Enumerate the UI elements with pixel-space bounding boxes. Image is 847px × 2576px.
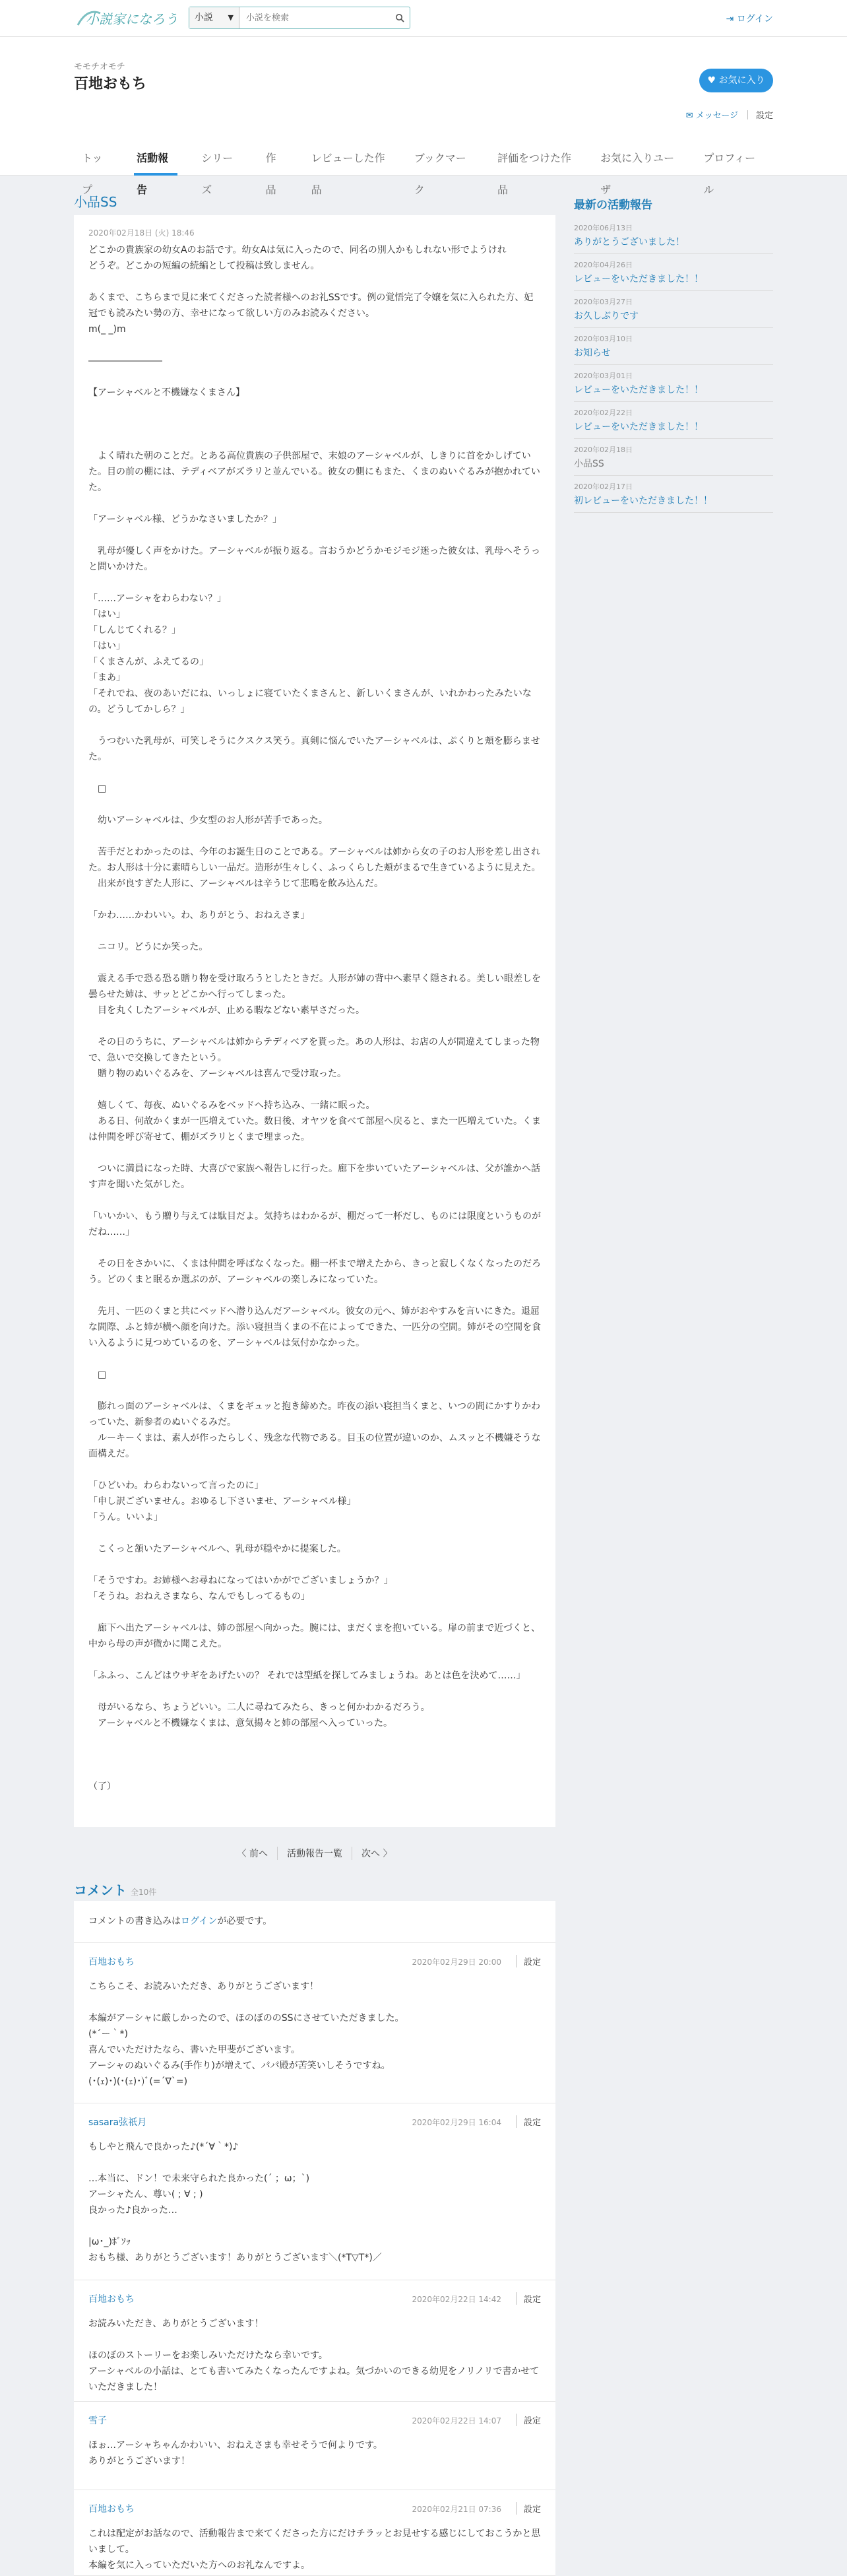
user-kana: モモチオモチ [74,62,125,72]
sidebar-report-link[interactable]: レビューをいただきました！！ [574,422,703,432]
comment-date: 2020年02月29日 20:00 [412,1958,501,1967]
message-link[interactable] [686,108,738,121]
tab-ratings[interactable]: 評価をつけた作品 [497,152,571,196]
comment-date: 2020年02月21日 07:36 [412,2505,501,2514]
login-notice-pre: コメントの書き込みは [88,1916,181,1927]
user-name: 百地おもち [74,76,147,92]
sidebar-report-link[interactable]: ありがとうございました！ [574,237,685,248]
heart-icon: ♥ [707,75,716,86]
tab-top[interactable]: トップ [82,152,103,196]
login-label: ログイン [736,14,773,24]
sidebar-report-date: 2020年03月01日 [574,372,633,380]
tab-favorite-users[interactable]: お気に入りユーザ [600,152,675,196]
login-link[interactable] [726,12,774,25]
comment-author[interactable]: sasara弦祇月 [88,2117,147,2128]
tab-activity[interactable]: 活動報告 [123,143,188,176]
report-title: 小品SS [74,194,117,210]
search-category-value: 小説 [195,13,213,23]
sidebar-report-date: 2020年04月26日 [574,261,633,269]
sidebar-report-item [574,476,773,513]
sidebar-report-item [574,254,773,291]
login-icon: ⇥ [726,14,734,24]
add-favorite-button[interactable] [699,69,773,92]
profile-tabs [74,143,773,196]
sidebar-report-date: 2020年02月17日 [574,482,633,491]
report-body-box [74,215,555,1827]
comment-body: これは配定がお話なので、活動報告まで来てくださった方にだけチラッとお見せする感じにしておこうかと思いまして。 本編を気に入っていただいた方へのお礼なんですよ。 [88,2528,541,2571]
site-logo[interactable] [74,5,177,30]
comment-login-link[interactable]: ログイン [181,1916,218,1927]
search-box [189,7,410,29]
sidebar-report-date: 2020年06月13日 [574,224,633,232]
add-favorite-label: お気に入り [718,75,765,86]
comment-item [74,2490,555,2576]
comment-date: 2020年02月29日 16:04 [412,2118,501,2127]
message-label: メッセージ [695,111,738,121]
comment-body: もしやと飛んで良かった♪(*´∀｀*)♪ …本当に、ドン！で未来守られた良かった(´ ；ω；`) アーシャたん、尊い( ; ∀ ; ) 良かった♪良かった… |ω･_)ﾎﾞｿｯ おもち様、ありがとうございます！ありがとうございます＼(*T▽T*)／ [88,2142,382,2263]
mail-icon: ✉ [685,111,693,121]
comment-settings-link[interactable]: 設定 [517,2502,541,2515]
search-button[interactable] [390,7,410,28]
comment-body: お読みいただき、ありがとうございます！ ほのぼのストーリーをお楽しみいただけたなら幸いです。 アーシャベルの小話は、とても書いてみたくなったんですよね。気づかいのできる幼児をノリノリで書かせていただきました！ [88,2319,540,2393]
comments-heading [74,1880,555,1901]
tab-works[interactable]: 作品 [265,152,276,196]
sidebar-report-link[interactable]: お久しぶりです [574,311,639,321]
sidebar-report-date: 2020年03月27日 [574,298,633,306]
sidebar-title: 最新の活動報告 [574,199,652,212]
next-link[interactable]: 次へ 〉 [361,1849,392,1859]
comment-date: 2020年02月22日 14:07 [412,2416,501,2426]
comment-login-notice [74,1901,555,1943]
comment-body: こちらこそ、お読みいただき、ありがとうございます！ 本編がアーシャに厳しかったので、ほのぼののSSにさせていただきました。 (*´ー｀*) 喜んでいただけたなら、書いた甲斐がございます。 アーシャのぬいぐるみ(手作り)が増えて、パパ殿が苦笑いしそうですね。 (･(ｪ)･)(･(ｪ)･)ﾞ(=´∇`=) [88,1981,404,2087]
settings-link[interactable]: 設定 [755,111,773,121]
sidebar-report-item [574,365,773,402]
login-notice-post: が必要です。 [217,1916,272,1927]
top-bar [0,0,847,37]
sidebar-report-item [574,439,773,476]
comment-date: 2020年02月22日 14:42 [412,2295,501,2304]
tab-reviews[interactable]: レビューした作品 [311,152,385,196]
comments-count: 全10件 [131,1888,157,1897]
comment-author[interactable]: 百地おもち [88,2294,135,2305]
chevron-down-icon: ▼ [228,13,234,22]
comment-author[interactable]: 百地おもち [88,1957,135,1967]
report-list-link[interactable]: 活動報告一覧 [278,1847,352,1860]
sidebar-report-current: 小品SS [574,459,604,469]
logo-text: 小説家になろう [86,11,178,27]
sidebar-report-date: 2020年02月18日 [574,446,633,454]
sidebar-report-item [574,402,773,439]
comments-title: コメント [74,1882,127,1898]
comment-item [74,2280,555,2402]
comment-body: ほぉ…アーシャちゃんかわいい、おねえさまも幸せそうで何よりです。 ありがとうございます！ [88,2440,383,2466]
comment-item [74,1943,555,2103]
comment-settings-link[interactable]: 設定 [517,2292,541,2305]
search-category-select[interactable] [189,7,239,28]
profile-actions [686,108,773,121]
comment-settings-link[interactable]: 設定 [517,1955,541,1967]
tab-profile[interactable]: プロフィール [703,152,756,196]
sidebar-report-date: 2020年02月22日 [574,409,633,417]
search-icon [395,13,404,22]
divider [747,110,748,119]
sidebar-report-link[interactable]: お知らせ [574,348,611,358]
tab-bookmarks[interactable]: ブックマーク [414,152,466,196]
sidebar-report-link[interactable]: レビューをいただきました！！ [574,385,703,395]
report-date: 2020年02月18日 (火) 18:46 [88,228,195,238]
report-pager [74,1827,555,1880]
sidebar-report-item [574,328,773,365]
sidebar-report-link[interactable]: レビューをいただきました！！ [574,274,703,284]
tab-series[interactable]: シリーズ [201,152,234,196]
search-input[interactable] [239,7,390,28]
sidebar-report-item [574,291,773,328]
profile-header [0,37,847,196]
sidebar [574,176,773,513]
comment-settings-link[interactable]: 設定 [517,2115,541,2128]
sidebar-report-date: 2020年03月10日 [574,335,633,343]
comment-item [74,2103,555,2280]
main-column [74,176,555,2576]
prev-link[interactable]: 〈 前へ [228,1847,278,1860]
comment-item [74,2402,555,2490]
sidebar-report-item [574,217,773,254]
comment-author[interactable]: 百地おもち [88,2504,135,2515]
comment-author[interactable]: 雪子 [88,2416,107,2426]
report-text: どこかの貴族家の幼女Aのお話です。幼女Aは気に入ったので、同名の別人かもしれない形でようけれ どうぞ。どこかの短編の続編として投稿は致しません。 あくまで、こちらまで見に来てくださった読者様へのお礼SSです。例の覚悟完了令嬢を気に入られた方、妃冠でも読みたい勢の方、幸せになって欲しい方のみお読みください。 m(_ _)m ―――――――― 【アーシャベルと不機嫌なくまさん】 よく晴れた朝のことだ。とある高位貴族の子供部屋で、末娘のアーシャベルが、しきりに首をかしげていた。目の前の棚には、テディベアがズラリと並んでいる。彼女の側にもまた、くまのぬいぐるみが抱かれていた。 「アーシャベル様、どうかなさいましたか？」 乳母が優しく声をかけた。アーシャベルが振り返る。言おうかどうかモジモジ迷った彼女は、乳母へそうっと問いかけた。 「……アーシャをわらわない？」 「はい」 「しんじてくれる？」 「はい」 「くまさんが、ふえてるの」 「まあ」 「それでね、夜のあいだにね、いっしょに寝ていたくまさんと、新しいくまさんが、いれかわったみたいなの。どうしてかしら？」 うつむいた乳母が、可笑しそうにクスクス笑う。真剣に悩んでいたアーシャベルは、ぷくりと頬を膨らませた。 □ 幼いアーシャベルは、少女型のお人形が苦手であった。 苦手だとわかったのは、今年のお誕生日のことである。アーシャベルは姉から女の子のお人形を差し出された。お人形は十分に素晴らしい一品だ。造形が生々しく、ふっくらした頬がまるで生きているように見えた。 出来が良すぎた人形に、アーシャベルは辛うじて悲鳴を飲み込んだ。 「かわ……かわいい。わ、ありがとう、おねえさま」 ニコリ。どうにか笑った。 震える手で恐る恐る贈り物を受け取ろうとしたときだ。人形が姉の背中へ素早く隠される。美しい眼差しを曇らせた姉は、サッとどこかへ行ってしまった。 目を丸くしたアーシャベルが、止める暇などない素早さだった。 その日のうちに、アーシャベルは姉からテディベアを貰った。あの人形は、お店の人が間違えてしまった物で、急いで交換してきたという。 贈り物のぬいぐるみを、アーシャベルは喜んで受け取った。 嬉しくて、毎夜、ぬいぐるみをベッドへ持ち込み、一緒に眠った。 ある日、何故かくまが一匹増えていた。数日後、オヤツを食べて部屋へ戻ると、また一匹増えていた。くまは仲間を呼び寄せて、棚がズラリとくまで埋まった。 ついに満員になった時、大喜びで家族へ報告しに行った。廊下を歩いていたアーシャベルは、父が誰かへ話す声を聞いた気がした。 「いいかい、もう贈り与えては駄目だよ。気持ちはわかるが、棚だって一杯だし、ものには限度というものがだね……」 その日をさかいに、くまは仲間を呼ばなくなった。棚一杯まで増えたから、きっと寂しくなくなったのだろう。どのくまと眠るか選ぶのが、アーシャベルの楽しみになっていた。 先月、一匹のくまと共にベッドへ潜り込んだアーシャベル。彼女の元へ、姉がおやすみを言いにきた。退屈な間際、ふと姉が横へ顔を向けた。添い寝担当くまの不在によってできた、一匹分の空間。姉がその空間を食い入るように見つめているのを、アーシャベルは気付かなかった。 □ 膨れっ面のアーシャベルは、くまをギュッと抱き締めた。昨夜の添い寝担当くまと、いつの間にかすりかわっていた、新参者のぬいぐるみだ。 ルーキーくまは、素人が作ったらしく、残念な代物である。目玉の位置が違いのか、ムスッと不機嫌そうな面構えだ。 「ひどいわ。わらわないって言ったのに」 「申し訳ございません。おゆるし下さいませ、アーシャベル様」 「うん。いいよ」 こくっと頷いたアーシャベルへ、乳母が穏やかに提案した。 「そうですわ。お姉様へお尋ねになってはいかがでございましょうか？」 「そうね。おねえさまなら、なんでもしってるもの」 廊下へ出たアーシャベルは、姉の部屋へ向かった。腕には、まだくまを抱いている。扉の前まで近づくと、中から母の声が微かに聞こえた。 「ふふっ、こんどはウサギをあげたいの？ それでは型紙を探してみましょうね。あとは色を決めて……」 母がいるなら、ちょうどいい。二人に尋ねてみたら、きっと何かわかるだろう。 アーシャベルと不機嫌なくまは、意気揚々と姉の部屋へ入っていった。 （了） [88,245,541,1792]
sidebar-report-link[interactable]: 初レビューをいただきました！！ [574,496,712,506]
comment-settings-link[interactable]: 設定 [517,2414,541,2426]
